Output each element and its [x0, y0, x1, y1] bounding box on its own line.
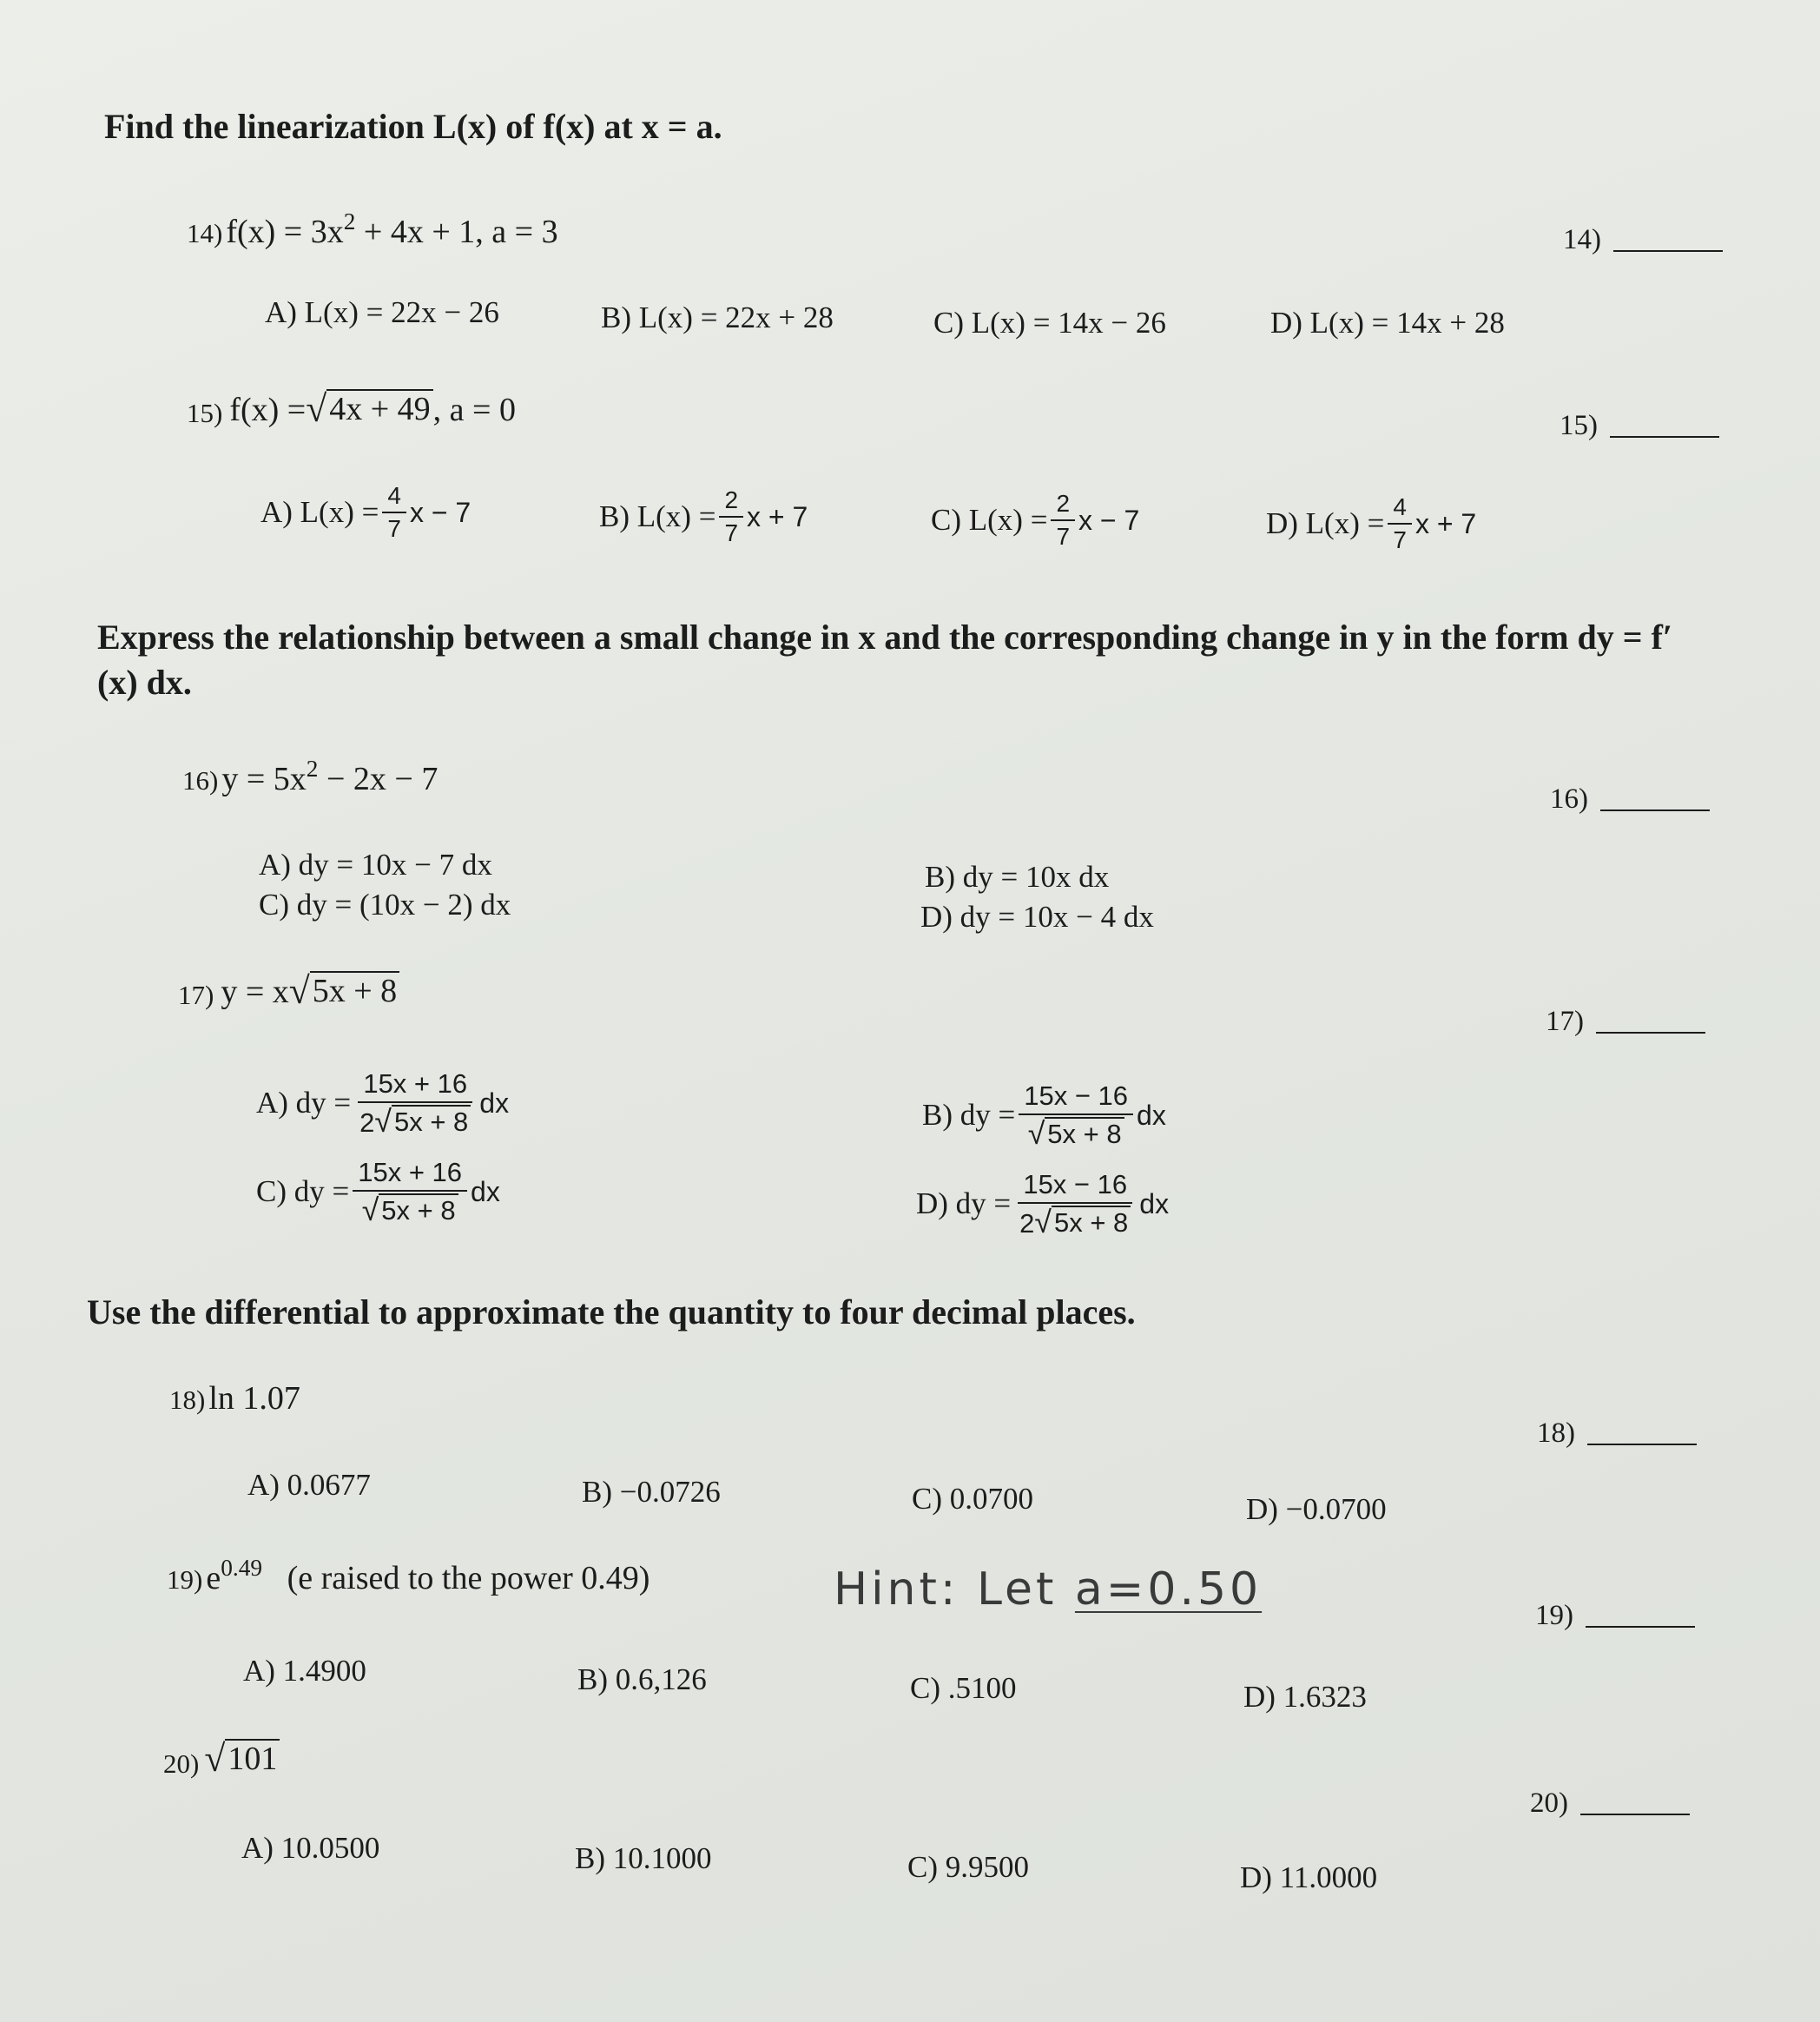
- answer-blank-15[interactable]: 15): [1560, 410, 1719, 442]
- option-d[interactable]: D) dy = 10x − 4 dx: [920, 900, 1154, 934]
- question-14: [187, 208, 558, 251]
- question-stem: ln 1.07: [208, 1380, 300, 1417]
- option-b[interactable]: B) L(x) = $\frac{2}{7}$ x + 7: [599, 486, 808, 547]
- answer-blank-14[interactable]: 14): [1563, 224, 1723, 256]
- question-stem: f(x) = √ 4x + 49 , a = 0: [229, 387, 516, 430]
- option-c[interactable]: C) dy = (10x − 2) dx: [259, 888, 511, 922]
- answer-blank-17[interactable]: 17): [1546, 1006, 1705, 1038]
- question-number: 17): [178, 979, 214, 1010]
- question-17: [178, 971, 399, 1011]
- question-number: 14): [187, 218, 223, 249]
- section-heading-approximation: Use the differential to approximate the quantity to four decimal places.: [87, 1292, 1136, 1331]
- option-d[interactable]: D) 11.0000: [1240, 1860, 1378, 1894]
- option-a[interactable]: A) 1.4900: [243, 1654, 366, 1688]
- option-a[interactable]: A) dy = 15x + 16 2 √ 5x + 8 dx: [256, 1068, 510, 1139]
- question-16: [182, 756, 438, 798]
- option-b[interactable]: B) dy = 10x dx: [925, 860, 1110, 894]
- question-15: [187, 389, 516, 429]
- handwritten-hint: Hint: Let a=0.50: [834, 1563, 1263, 1616]
- question-stem: y = x √ 5x + 8: [221, 971, 399, 1011]
- answer-blank-20[interactable]: 20): [1530, 1787, 1690, 1820]
- option-b[interactable]: B) dy = 15x − 16 √ 5x + 8 dx: [922, 1080, 1166, 1151]
- option-d[interactable]: D) L(x) = $\frac{4}{7}$ x + 7: [1266, 493, 1477, 554]
- question-stem: √ 101: [204, 1739, 280, 1780]
- question-stem: $e^{0.49}$ (e raised to the power 0.49): [206, 1555, 650, 1597]
- section-heading-linearization: Find the linearization L(x) of f(x) at x = a.: [104, 107, 722, 146]
- option-c[interactable]: C) L(x) = $\frac{2}{7}$ x − 7: [931, 490, 1140, 551]
- option-d[interactable]: D) dy = 15x − 16 2 √ 5x + 8 dx: [916, 1169, 1170, 1239]
- question-20: [163, 1739, 280, 1780]
- option-a[interactable]: A) L(x) = 22x − 26: [265, 295, 499, 329]
- answer-blank-19[interactable]: 19): [1535, 1600, 1695, 1632]
- option-b[interactable]: B) 0.6,126: [577, 1662, 707, 1696]
- question-number: 20): [163, 1748, 200, 1779]
- option-a[interactable]: A) L(x) = $\frac{4}{7}$ x − 7: [260, 482, 471, 543]
- option-c[interactable]: C) 0.0700: [912, 1482, 1033, 1516]
- option-a[interactable]: A) 0.0677: [247, 1468, 371, 1502]
- question-number: 19): [167, 1564, 203, 1596]
- question-18: [169, 1379, 300, 1417]
- answer-blank-18[interactable]: 18): [1537, 1417, 1697, 1450]
- option-d[interactable]: D) −0.0700: [1246, 1492, 1387, 1526]
- option-d[interactable]: D) L(x) = 14x + 28: [1270, 306, 1505, 340]
- option-a[interactable]: A) dy = 10x − 7 dx: [259, 848, 492, 882]
- option-d[interactable]: D) 1.6323: [1243, 1680, 1367, 1714]
- option-b[interactable]: B) L(x) = 22x + 28: [601, 301, 834, 334]
- option-c[interactable]: C) .5100: [910, 1671, 1017, 1705]
- question-number: 15): [187, 397, 223, 428]
- question-stem: $f(x) = 3x^2 + 4x + 1$, a = 3: [226, 208, 558, 251]
- question-stem: $y = 5x^2 - 2x - 7$: [221, 756, 439, 798]
- option-b[interactable]: B) −0.0726: [582, 1475, 721, 1509]
- answer-blank-16[interactable]: 16): [1550, 783, 1710, 816]
- option-a[interactable]: A) 10.0500: [241, 1831, 380, 1865]
- option-c[interactable]: C) L(x) = 14x − 26: [933, 306, 1166, 340]
- question-number: 18): [169, 1384, 206, 1415]
- option-c[interactable]: C) 9.9500: [907, 1850, 1029, 1884]
- question-19: [167, 1555, 650, 1597]
- option-b[interactable]: B) 10.1000: [575, 1841, 712, 1875]
- section-heading-differentials: Express the relationship between a small change in x and the corresponding change in y in the form dy = f′(x) dx.: [97, 618, 1673, 702]
- question-number: 16): [182, 765, 219, 796]
- option-c[interactable]: C) dy = 15x + 16 √ 5x + 8 dx: [256, 1157, 500, 1227]
